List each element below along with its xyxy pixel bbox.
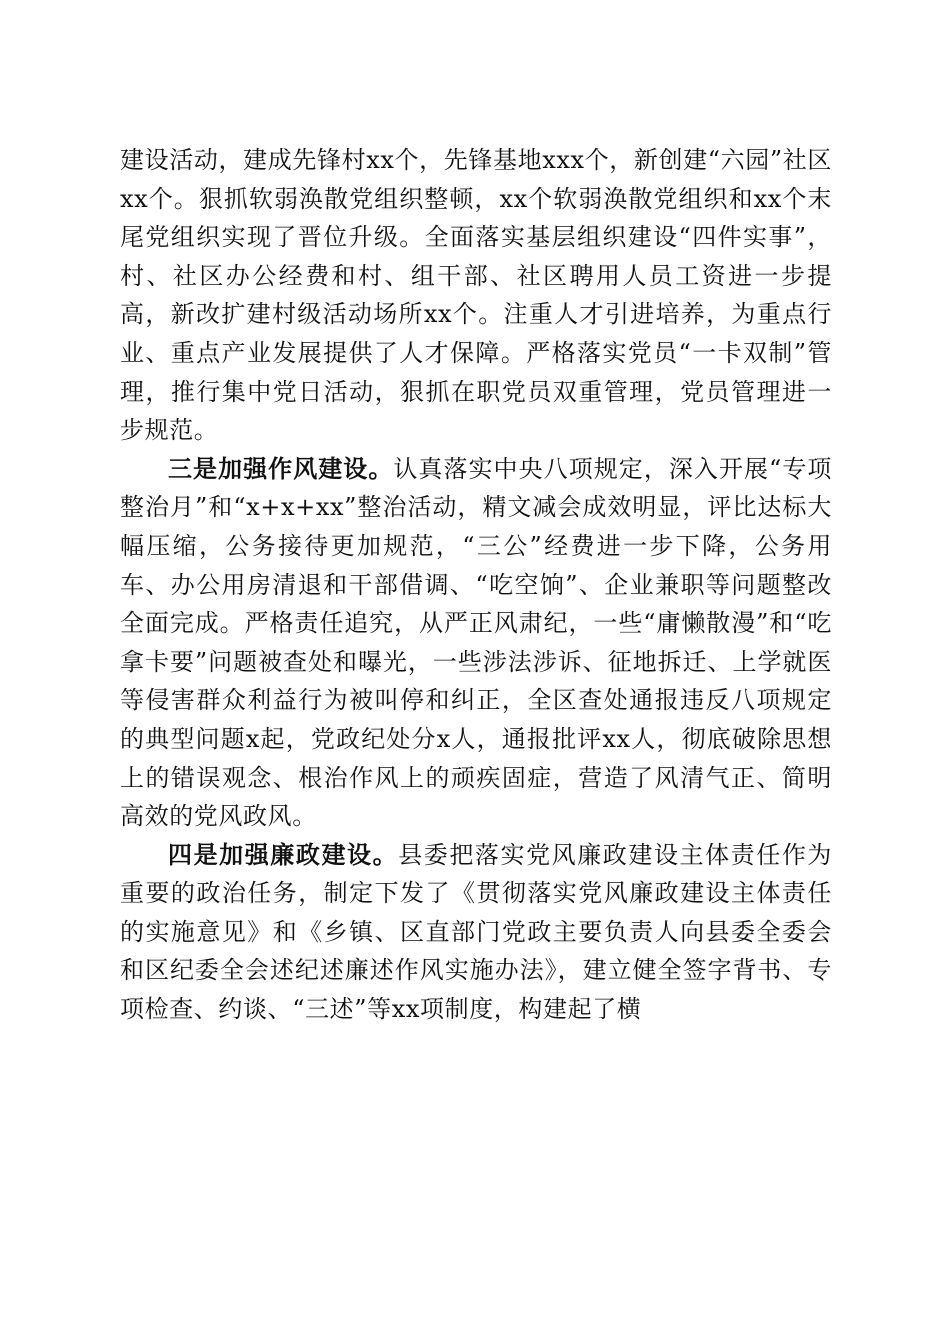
paragraph-text: 建设活动，建成先锋村xx个，先锋基地xxx个，新创建“六园”社区xx个。狠抓软弱涣散党组织整顿，xx个软弱涣散党组织和xx个末尾党组织实现了晋位升级。全面落实基层组织建设“四件实事”，村、社区办公经费和村、组干部、社区聘用人员工资进一步提高，新改扩建村级活动场所xx个。注重人才引进培养，为重点行业、重点产业发展提供了人才保障。严格落实党员“一卡双制”管理，推行集中党日活动，狠抓在职党员双重管理，党员管理进一步规范。: [120, 146, 832, 445]
paragraph-continuation: [120, 141, 832, 450]
paragraph-heading: 三是加强作风建设。: [168, 453, 394, 483]
paragraph-integrity-building: [120, 836, 832, 1029]
document-body: [120, 141, 832, 1029]
paragraph-style-building: [120, 450, 832, 836]
paragraph-heading: 四是加强廉政建设。: [168, 839, 399, 869]
paragraph-text: 县委把落实党风廉政建设主体责任作为重要的政治任务，制定下发了《贯彻落实党风廉政建设主体责任的实施意见》和《乡镇、区直部门党政主要负责人向县委全委会和区纪委全会述纪述廉述作风实施办法》，建立健全签字背书、专项检查、约谈、“三述”等xx项制度，构建起了横: [120, 840, 832, 1024]
paragraph-text: 认真落实中央八项规定，深入开展“专项整治月”和“x+x+xx”整治活动，精文减会成效明显，评比达标大幅压缩，公务接待更加规范，“三公”经费进一步下降，公务用车、办公用房清退和干部借调、“吃空饷”、企业兼职等问题整改全面完成。严格责任追究，从严正风肃纪，一些“庸懒散漫”和“吃拿卡要”问题被查处和曝光，一些涉法涉诉、征地拆迁、上学就医等侵害群众利益行为被叫停和纠正，全区查处通报违反八项规定的典型问题x起，党政纪处分x人，通报批评xx人，彻底破除思想上的错误观念、根治作风上的顽疾固症，营造了风清气正、简明高效的党风政风。: [120, 454, 832, 831]
